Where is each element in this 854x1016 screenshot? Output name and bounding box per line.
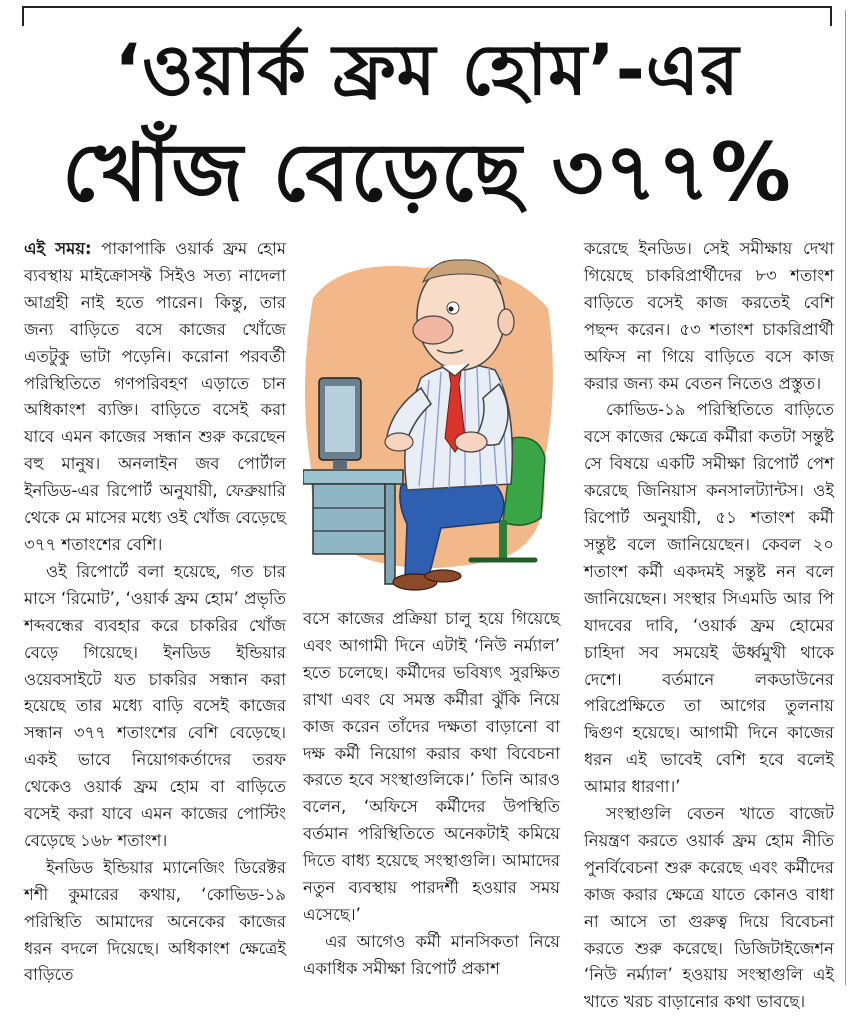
paragraph: করেছে ইনডিড। সেই সমীক্ষায় দেখা গিয়েছে চাকরিপ্রার্থীদের ৮৩ শতাংশ বাড়িতে বসেই কাজ করতেই বেশি পছন্দ করেন। ৫৩ শতাংশ চাকরিপ্রার্থী অফিস না গিয়ে বাড়িতে বসে কাজ করার জন্য কম বেতন নিতেও প্রস্তুত। [584, 239, 834, 393]
lead-paragraph-text: পাকাপাকি ওয়ার্ক ফ্রম হোম ব্যবস্থায় মাইক্রোসফ্ট সিইও সত্য নাদেলা আগ্রহী নাই হতে পারেন। কিন্তু, তার জন্য বাড়িতে বসে কাজের খোঁজে এতটুকু ভাটা পড়েনি। করোনা পরবর্তী পরিস্থিতিতে গণপরিবহণ এড়াতে চান অধিকাংশ ব্যক্তি। বাড়িতে বসেই করা যাবে এমন কাজের সন্ধান শুরু করেছেন বহু মানুষ। অনলাইন জব পোর্টাল ইনডিড-এর রিপোর্ট অনুযায়ী, ফেব্রুয়ারি থেকে মে মাসের মধ্যে ওই খোঁজ বেড়েছে ৩৭৭ শতাংশের বেশি। [24, 239, 286, 554]
desk-drawers [313, 484, 385, 554]
article-column-3 [584, 236, 834, 1016]
dateline: এই সময়: [24, 239, 92, 258]
desk-top [303, 470, 403, 484]
right-edge-rule [845, 10, 846, 985]
work-from-home-cartoon [303, 238, 560, 596]
top-frame-rule [22, 6, 832, 8]
headline-line-1: ‘ওয়ার্ক ফ্রম হোম’-এর [114, 29, 740, 111]
headline-line-2: খোঁজ বেড়েছে ৩৭৭% [62, 126, 792, 219]
hand [385, 433, 413, 451]
paragraph: কোভিড-১৯ পরিস্থিতিতে বাড়িতে বসে কাজের ক্ষেত্রে কর্মীরা কতটা সন্তুষ্ট সে বিষয়ে একটি সমীক্ষা রিপোর্ট পেশ করেছে জিনিয়াস কনসালট্যান্টস। ওই রিপোর্ট অনুযায়ী, ৫১ শতাংশ কর্মী সন্তুষ্ট বলে জানিয়েছেন। কেবল ২০ শতাংশ কর্মী একদমই সন্তুষ্ট নন বলে জানিয়েছেন। সংস্থার সিএমডি আর পি যাদবের দাবি, ‘ওয়ার্ক ফ্রম হোমের চাহিদা সব সময়েই ঊর্ধ্বমুখী থাকে দেশে। বর্তমানে লকডাউনের পরিপ্রেক্ষিতে তা আগের তুলনায় দ্বিগুণ হয়েছে। আগামী দিনে কাজের ধরন এই ভাবেই বেশি হবে বলেই আমার ধারণা।’ [584, 400, 834, 797]
article-column-2 [303, 606, 560, 983]
headline [24, 22, 830, 228]
paragraph: সংস্থাগুলি বেতন খাতে বাজেট নিয়ন্ত্রণ করতে ওয়ার্ক ফ্রম হোম নীতি পুনর্বিবেচনা শুরু করেছে এবং কর্মীদের কাজ করার ক্ষেত্রে যাতে কোনও বাধা না আসে তা গুরুত্ব দিয়ে বিবেচনা করতে শুরু করেছে। ডিজিটাইজেশন ‘নিউ নর্ম্যাল’ হওয়ায় সংস্থাগুলি এই খাতে খরচ বাড়ানোর কথা ভাবছে। [584, 804, 834, 1012]
paragraph: এর আগেও কর্মী মানসিকতা নিয়ে একাধিক সমীক্ষা রিপোর্ট প্রকাশ [303, 931, 560, 978]
lead-paragraph [24, 236, 286, 559]
article-column-1 [24, 236, 286, 989]
paragraph: ইনডিড ইন্ডিয়ার ম্যানেজিং ডিরেক্টর শশী কুমারের কথায়, ‘কোভিড-১৯ পরিস্থিতি আমাদের অনেকের কাজের ধরন বদলে দিয়েছে। অধিকাংশ ক্ষেত্রেই বাড়িতে [24, 857, 286, 985]
nose [413, 316, 453, 344]
right-frame-tick [830, 6, 832, 26]
paragraph: বসে কাজের প্রক্রিয়া চালু হয়ে গিয়েছে এবং আগামী দিনে এটাই ‘নিউ নর্ম্যাল’ হতে চলেছে। কর্মীদের ভবিষ্যৎ সুরক্ষিত রাখা এবং যে সমস্ত কর্মীরা ঝুঁকি নিয়ে কাজ করেন তাঁদের দক্ষতা বাড়ানো বা দক্ষ কর্মী নিয়োগ করার কথা বিবেচনা করতে হবে সংস্থাগুলিকে।’ তিনি আরও বলেন, ‘অফিসে কর্মীদের উপস্থিতি বর্তমান পরিস্থিতিতে অনেকটাই কমিয়ে দিতে বাধ্য হয়েছে সংস্থাগুলি। আমাদের নতুন ব্যবস্থায় পারদর্শী হওয়ার সময় এসেছে।’ [303, 609, 560, 924]
paragraph: ওই রিপোর্টে বলা হয়েছে, গত চার মাসে ‘রিমোট’, ‘ওয়ার্ক ফ্রম হোম’ প্রভৃতি শব্দবন্ধের ব্যবহার করে চাকরির খোঁজ বেড়ে গিয়েছে। ইনডিড ইন্ডিয়ার ওয়েবসাইটে যত চাকরির সন্ধান করা হয়েছে তার মধ্যে বাড়ি বসেই কাজের সন্ধান ৩৭৭ শতাংশের বেশি বেড়েছে। একই ভাবে নিয়োগকর্তাদের তরফ থেকেও ওয়ার্ক ফ্রম হোম বা বাড়িতে বসেই করা যাবে এমন কাজের পোস্টিং বেড়েছে ১৬৮ শতাংশ। [24, 561, 286, 850]
